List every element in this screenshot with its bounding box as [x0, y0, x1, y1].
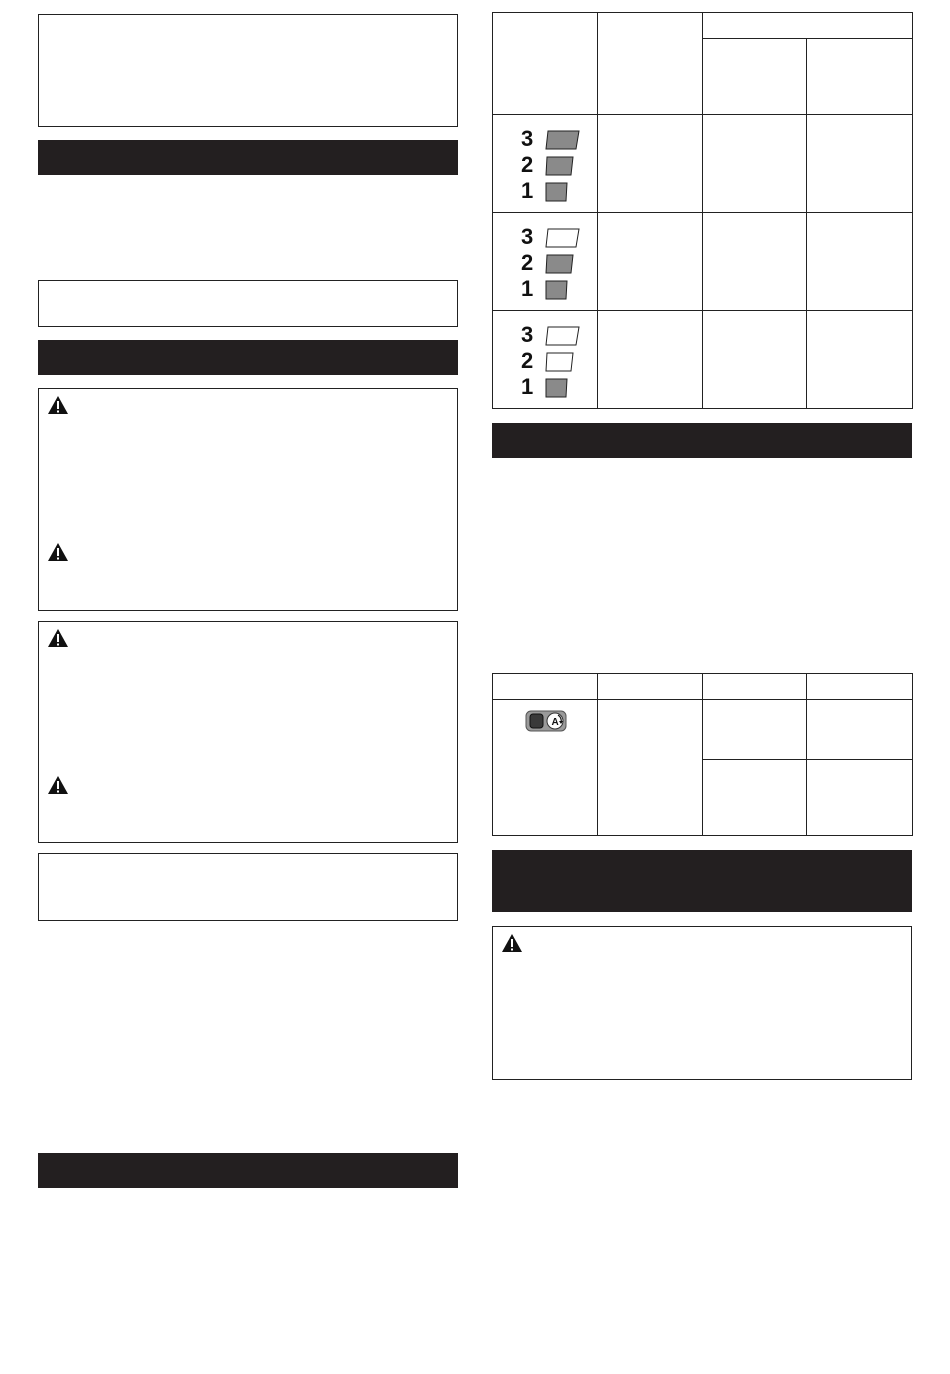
table-header-cell — [493, 674, 598, 700]
table-header-cell — [703, 13, 913, 39]
lamp-number: 1 — [521, 178, 534, 203]
lamp-number: 2 — [521, 348, 534, 373]
table-cell — [703, 311, 807, 409]
lamp-number: 2 — [521, 250, 534, 275]
indicator-lamps-cell — [493, 311, 598, 409]
warning-icon — [47, 395, 69, 417]
section-header-bar — [492, 423, 912, 458]
svg-text:A: A — [551, 717, 559, 728]
note-box-small — [38, 280, 458, 327]
mode-table — [492, 673, 913, 836]
lamp-number: 3 — [521, 126, 534, 151]
table-header-cell — [807, 674, 913, 700]
lamp-number: 2 — [521, 152, 534, 177]
indicator-lamp-icon — [545, 378, 569, 398]
warning-icon — [47, 775, 69, 797]
lamp-number: 3 — [521, 224, 534, 249]
table-header-cell — [493, 13, 598, 115]
table-header-cell — [807, 39, 913, 115]
caution-box — [38, 388, 458, 611]
section-header-bar — [38, 340, 458, 375]
table-cell — [807, 311, 913, 409]
mode-icon-cell — [493, 700, 598, 836]
indicator-lamp-icon — [545, 228, 581, 248]
indicator-lamps-cell — [493, 213, 598, 311]
indicator-lamp-icon — [545, 254, 575, 274]
indicator-lamp-icon — [545, 156, 575, 176]
table-header-cell — [598, 13, 703, 115]
table-header-cell — [598, 674, 703, 700]
table-cell — [598, 213, 703, 311]
table-cell — [703, 700, 807, 760]
table-cell — [807, 760, 913, 836]
table-cell — [598, 311, 703, 409]
warning-icon — [47, 542, 69, 564]
table-cell — [598, 115, 703, 213]
lamp-number: 1 — [521, 276, 534, 301]
indicator-lamp-icon — [545, 130, 581, 150]
table-cell — [703, 115, 807, 213]
auto-mode-icon — [525, 710, 567, 732]
battery-capacity-table — [492, 12, 913, 409]
indicator-lamp-icon — [545, 280, 569, 300]
table-cell — [598, 700, 703, 836]
section-header-bar — [38, 1153, 458, 1188]
table-cell — [807, 115, 913, 213]
table-cell — [703, 213, 807, 311]
lamp-number: 1 — [521, 374, 534, 399]
table-cell — [807, 700, 913, 760]
table-cell — [807, 213, 913, 311]
indicator-lamp-icon — [545, 326, 581, 346]
caution-box — [38, 621, 458, 843]
warning-icon — [47, 628, 69, 650]
table-cell — [703, 760, 807, 836]
indicator-lamp-icon — [545, 352, 575, 372]
indicator-lamp-icon — [545, 182, 569, 202]
section-header-bar-tall — [492, 850, 912, 912]
section-header-bar — [38, 140, 458, 175]
table-header-cell — [703, 674, 807, 700]
note-box-bottom — [38, 853, 458, 921]
lamp-number: 3 — [521, 322, 534, 347]
table-header-cell — [703, 39, 807, 115]
warning-icon — [501, 933, 523, 955]
note-box-top — [38, 14, 458, 127]
caution-box — [492, 926, 912, 1080]
indicator-lamps-cell — [493, 115, 598, 213]
